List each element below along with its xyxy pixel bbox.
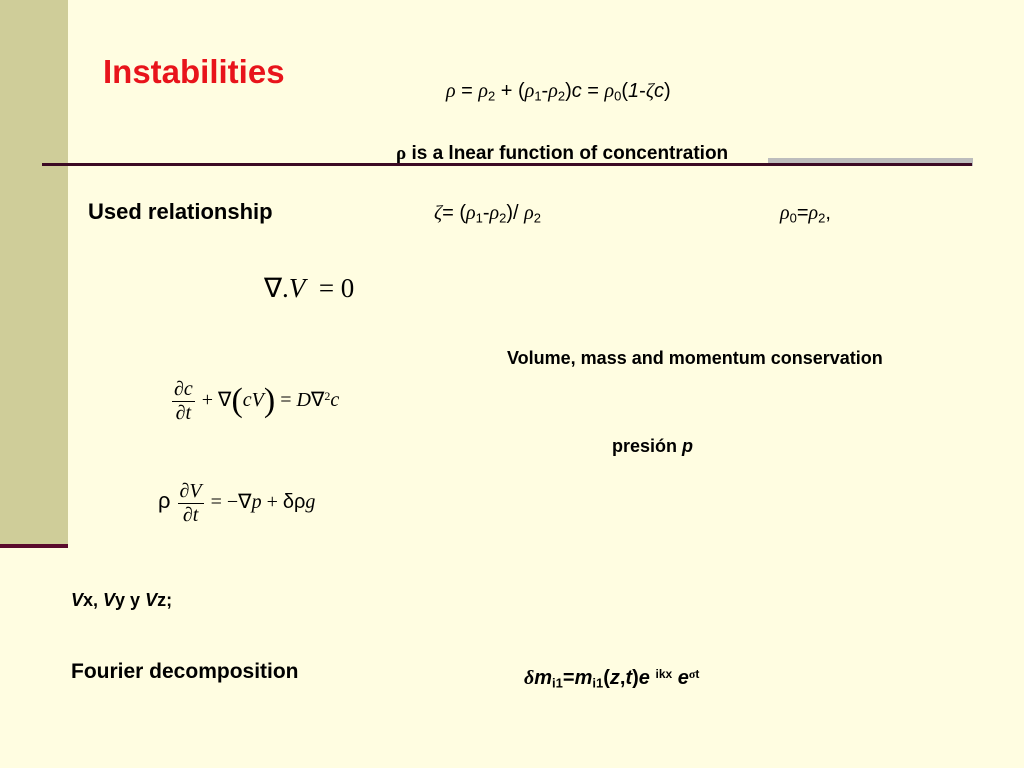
density-equation: $\rho = \rho_2 + (\rho_1-\rho_2)c = \rho_0(1-\zeta c)$ <box>446 80 671 104</box>
sidebar-band <box>0 0 68 546</box>
momentum-equation: ρ $\frac{\partial V}{\partial t}$ = −∇p + δρg <box>158 480 316 526</box>
pressure-label <box>612 436 693 457</box>
diffusion-equation: $\frac{\partial c}{\partial t}$ + ∇(cV) = D∇$^2$c <box>174 378 340 424</box>
pressure-label-text: presión <box>612 436 678 456</box>
slide-title: Instabilities <box>103 53 285 90</box>
rho-symbol: ρ <box>396 143 407 164</box>
used-relationship-label: Used relationship <box>88 199 273 224</box>
fourier-formula: $\delta m_{i1}=m_{i1}(z,t)e$ $^{ikx}$ $e^{\sigma t}$ <box>524 667 700 691</box>
velocity-components: Vx, Vy y Vz; <box>71 590 173 610</box>
linear-note-text: is a lnear function of concentration <box>411 143 729 164</box>
divergence-equation: ∇.V = 0 <box>264 273 355 303</box>
zeta-definition: $\zeta= (\rho_1-\rho_2)/$ $\rho_2$ <box>434 202 541 226</box>
linear-function-note <box>396 143 728 165</box>
pressure-symbol: p <box>682 436 694 456</box>
fourier-label: Fourier decomposition <box>71 660 299 683</box>
rho0-definition: $\rho_0=\rho_2$, <box>780 202 831 226</box>
sidebar-underline <box>0 544 68 548</box>
conservation-label: Volume, mass and momentum conservation <box>507 348 883 368</box>
